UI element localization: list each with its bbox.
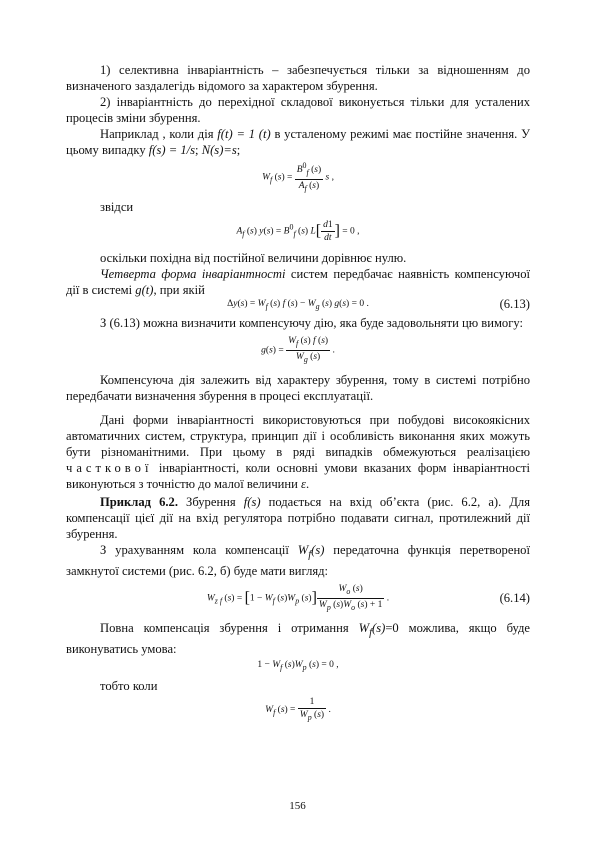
equation-g: g(s) = $\frac{W_f (s) f (s)}{W_g (s)}$ . (261, 335, 335, 364)
equation-wf: $W_f$ (s) = $\frac{B^0_f (s)}{A_f (s)}$ s , (262, 161, 334, 193)
label-toby: тобто коли (100, 679, 158, 694)
paragraph-derivative-note: оскільки похідна від постійної величини дорівнює нулю. (100, 250, 407, 265)
equation-number-6-13: (6.13) (499, 296, 530, 311)
equation-condition: $1 - W_f$ $(s)W_p$ (s) = 0 , (257, 660, 339, 673)
paragraph-compensation-derive: З (6.13) можна визначити компенсуючу дію, яка буде задовольняти цю вимогу: (100, 315, 524, 330)
equation-wf-final: $W_f$ (s) = $\frac{1}{W_p (s)}$ . (265, 697, 331, 723)
page-number: 156 (289, 800, 306, 812)
paragraph-compensation-depends: Компенсуюча дія залежить від характеру збурення, тому в системі потрібно передбачати визначення збурення в процесі експлуатації. (66, 372, 530, 403)
page-body (66, 62, 530, 724)
paragraph-forms-usage: Дані форми інваріантності використовуються при побудові високоякісних автоматичних систем, структура, принцип дії і особливість виконання яких можуть бути різноманітними. При цьому в ряді випадків обмежуються реалізацією часткової інваріантності, коли основні умови вказаних форм інваріантності виконуються з точністю до малої величини ε. (66, 412, 530, 491)
label-zvidsy: звідси (100, 199, 134, 214)
equation-6-14: $W_{z f}$ $(s) = [1 - W_f$ $(s)W_p$ (s)] $\frac{W_o (s)}{W_p (s)W_o (s) + 1}$ . (6.14) (206, 584, 530, 612)
paragraph-example-6-2: Приклад 6.2. Збурення f(s) подається на вхід об’єкта (рис. 6.2, а). Для компенсації цієї дії на вхід регулятора потрібно подавати сигнал, протилежний дії збурення. (66, 494, 530, 541)
paragraph-full-compensation: Повна компенсація збурення і отримання $W_f(s)=0$ можлива, якщо буде виконуватись умова: (66, 620, 530, 657)
paragraph-fourth-form: Четверта форма інваріантності систем передбачає наявність компенсуючої дії в системі g(t), при якій (66, 266, 531, 297)
equation-number-6-14: (6.14) (499, 591, 530, 606)
paragraph-transient-invariance: 2) інваріантність до перехідної складової виконується тільки для усталених процесів зміни збурення. (66, 95, 530, 125)
equation-af: $A_f$ (s) $y(s) = B^0_f$ (s) L[ $\frac{d1}{dt}$ ] = 0 , (236, 219, 360, 243)
equation-6-13: $\Delta y(s) = W_f$ (s) f $(s) - W_g$ (s) g(s) = 0 . (6.13) (227, 296, 530, 311)
paragraph-example-step: Наприклад , коли дія f(t) = 1 (t) в усталеному режимі має постійне значення. У цьому випадку f(s) = 1/s; N(s)=s; (66, 127, 530, 157)
paragraph-compensation-loop: З урахуванням кола компенсації $W_f(s)$ передаточна функція перетвореної замкнутої системи (рис. 6.2, б) буде мати вигляд: (66, 542, 530, 579)
paragraph-selective-invariance: 1) селективна інваріантність – забезпечується тільки за відношенням до визначеного заздалегідь відомого за характером збурення. (66, 63, 530, 93)
